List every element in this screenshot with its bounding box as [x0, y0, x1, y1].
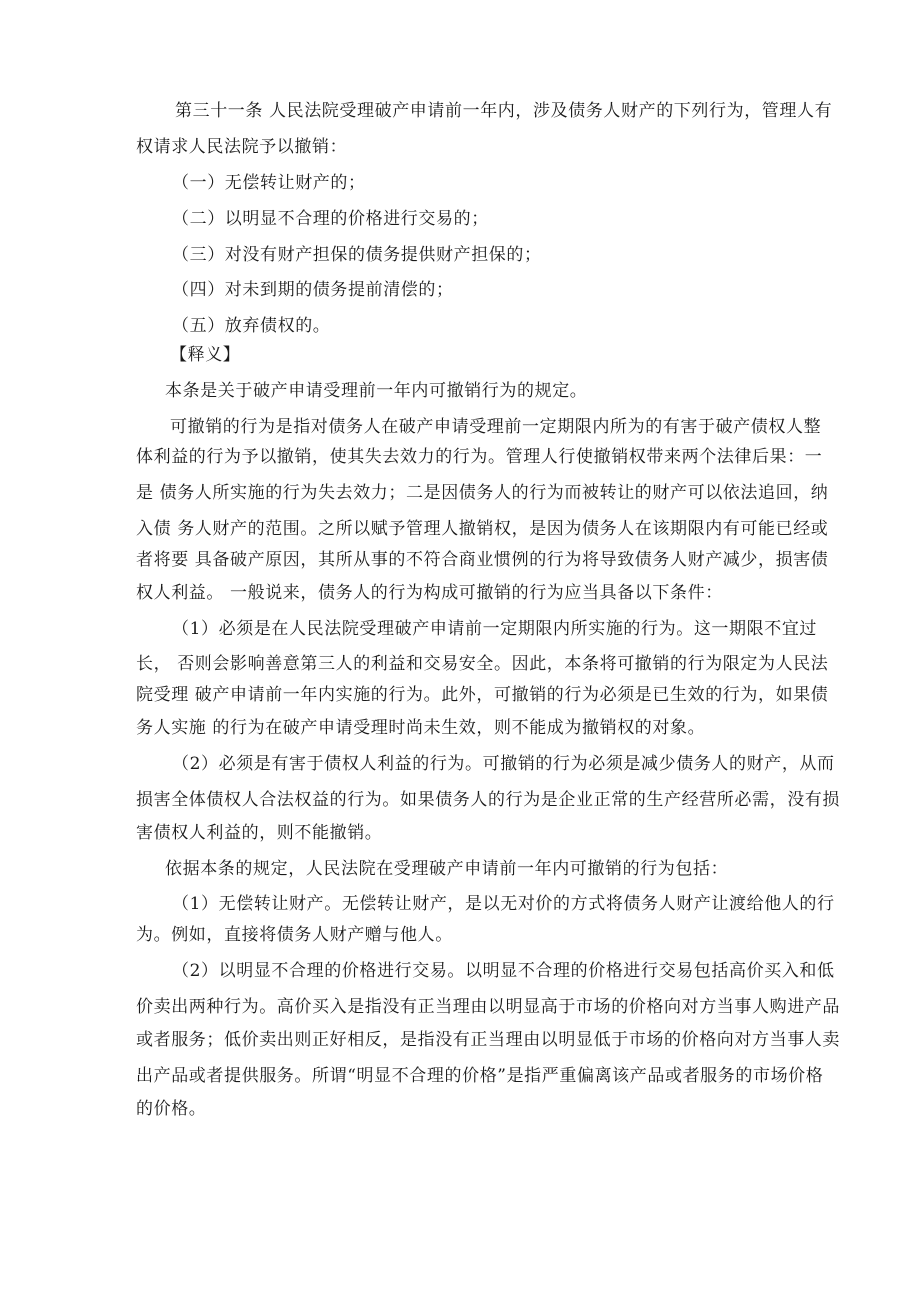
text-line: 是 债务人所实施的行为失去效力；二是因债务人的行为而被转让的财产可以依法追回，纳	[136, 483, 829, 503]
text-line: 或者服务；低价卖出则正好相反，是指没有正当理由以明显低于市场的价格向对方当事人卖	[136, 1030, 840, 1050]
text-line: 为。例如，直接将债务人财产赠与他人。	[136, 925, 453, 945]
text-line: 入债 务人财产的范围。之所以赋予管理人撤销权，是因为债务人在该期限内有可能已经或	[136, 519, 829, 539]
text-line: 体利益的行为予以撤销，使其失去效力的行为。管理人行使撤销权带来两个法律后果：一	[136, 447, 823, 467]
list-item: （一）无偿转让财产的；	[172, 173, 366, 193]
text-line: 依据本条的规定，人民法院在受理破产申请前一年内可撤销的行为包括：	[165, 859, 729, 879]
text-line: （2）必须是有害于债权人利益的行为。可撤销的行为必须是减少债务人的财产，从而	[172, 754, 835, 774]
text-line: 权人利益。 一般说来，债务人的行为构成可撤销的行为应当具备以下条件：	[136, 583, 723, 603]
text-line: 可撤销的行为是指对债务人在破产申请受理前一定期限内所为的有害于破产债权人整	[170, 417, 822, 437]
text-line: 本条是关于破产申请受理前一年内可撤销行为的规定。	[165, 381, 588, 401]
text-line: 出产品或者提供服务。所谓“明显不合理的价格”是指严重偏离该产品或者服务的市场价格	[136, 1066, 824, 1086]
section-heading: 【释义】	[170, 345, 241, 365]
text-line: 的价格。	[136, 1099, 207, 1119]
text-line: 者将要 具备破产原因，其所从事的不符合商业惯例的行为将导致债务人财产减少，损害债	[136, 550, 829, 570]
text-line: （1）必须是在人民法院受理破产申请前一定期限内所实施的行为。这一期限不宜过	[172, 619, 818, 639]
list-item: （三）对没有财产担保的债务提供财产担保的；	[172, 245, 542, 265]
text-line: 害债权人利益的，则不能撤销。	[136, 823, 383, 843]
text-line: 务人实施 的行为在破产申请受理时尚未生效，则不能成为撤销权的对象。	[136, 718, 706, 738]
text-line: （2）以明显不合理的价格进行交易。以明显不合理的价格进行交易包括高价买入和低	[172, 961, 835, 981]
article-heading: 第三十一条 人民法院受理破产申请前一年内，涉及债务人财产的下列行为，管理人有	[175, 101, 833, 121]
list-item: （五）放弃债权的。	[172, 316, 331, 336]
list-item: （四）对未到期的债务提前清偿的；	[172, 280, 454, 300]
text-line: 院受理 破产申请前一年内实施的行为。此外，可撤销的行为必须是已生效的行为，如果债	[136, 685, 829, 705]
text-line: 权请求人民法院予以撤销：	[136, 137, 348, 157]
list-item: （二）以明显不合理的价格进行交易的；	[172, 209, 489, 229]
text-line: 长， 否则会影响善意第三人的利益和交易安全。因此，本条将可撤销的行为限定为人民法	[136, 654, 829, 674]
text-line: （1）无偿转让财产。无偿转让财产，是以无对价的方式将债务人财产让渡给他人的行	[172, 894, 835, 914]
text-line: 价卖出两种行为。高价买入是指没有正当理由以明显高于市场的价格向对方当事人购进产品	[136, 997, 840, 1017]
text-line: 损害全体债权人合法权益的行为。如果债务人的行为是企业正常的生产经营所必需，没有损	[136, 790, 840, 810]
